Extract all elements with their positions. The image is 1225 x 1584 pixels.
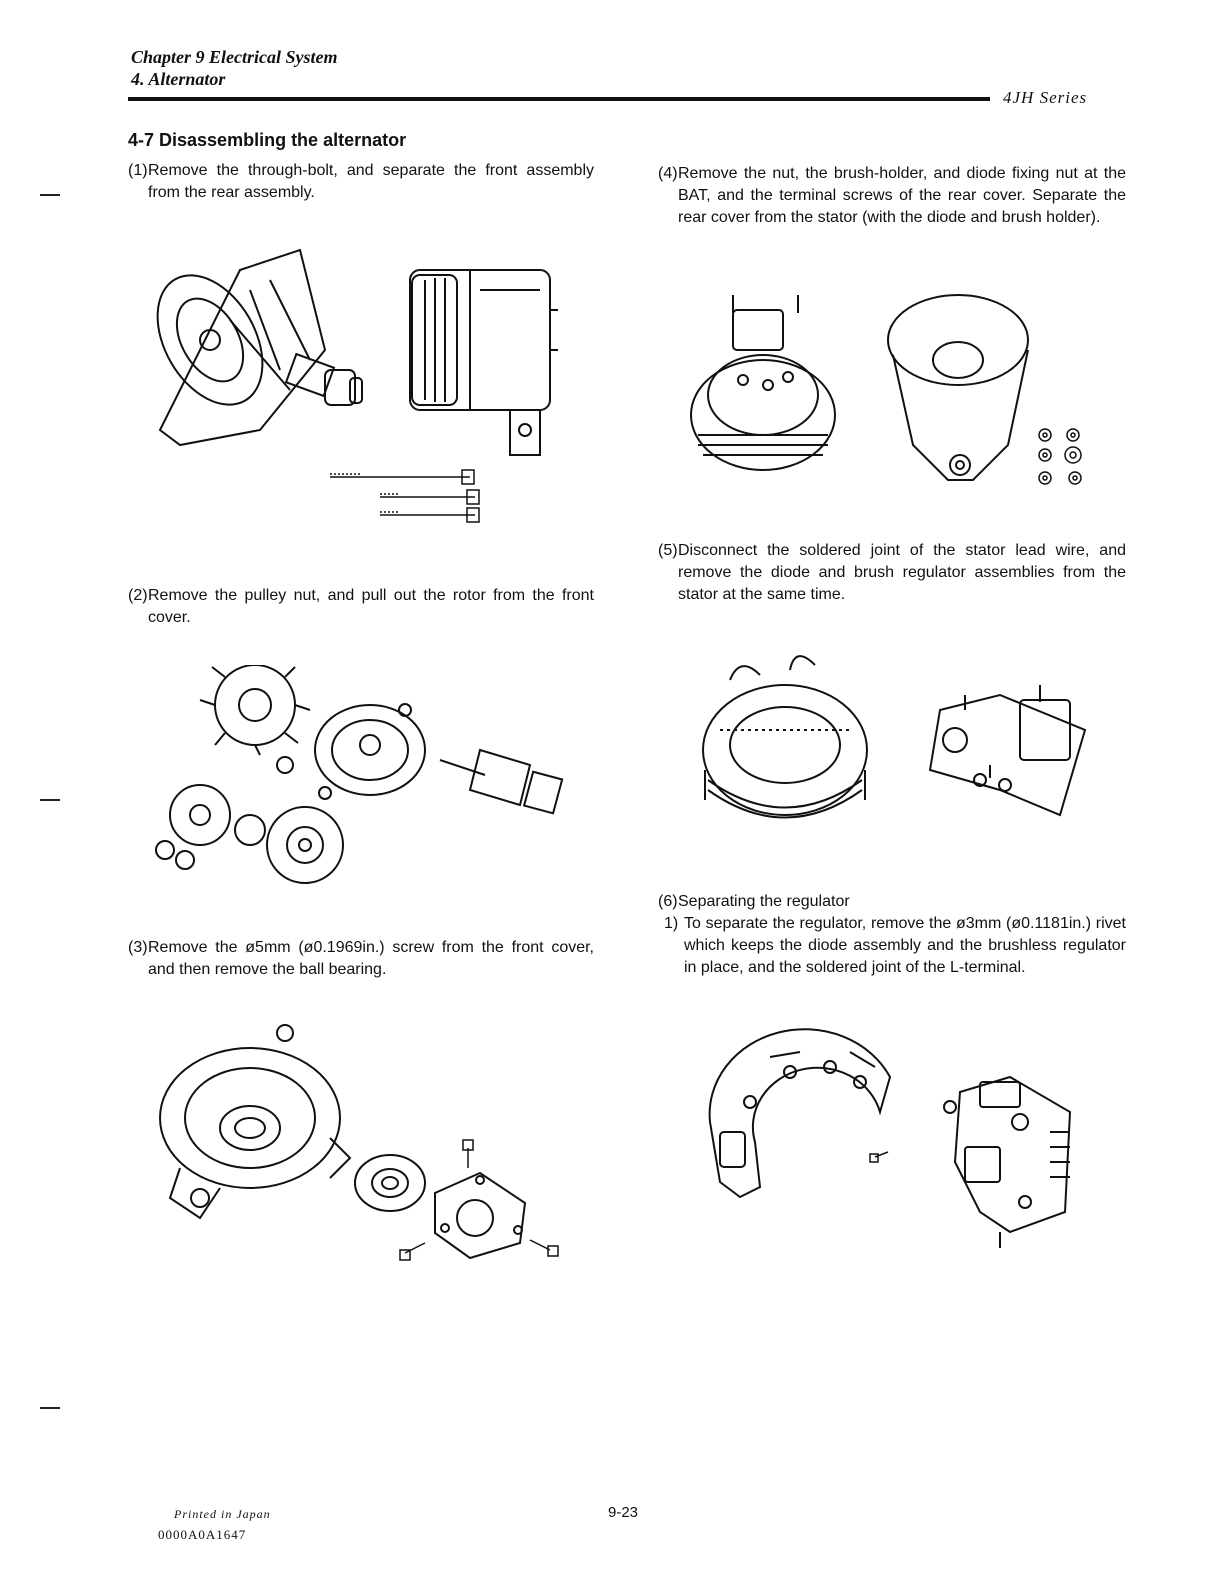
diode-assembly-illustration [710,1029,890,1197]
retainer-plate-illustration [435,1173,525,1258]
stator-illustration [703,656,867,817]
step-2 [128,585,594,629]
diode-regulator-assembly-illustration [930,685,1085,815]
series-label: 4JH Series [1003,88,1088,107]
figure-regulator-separation [700,1022,1100,1252]
page-number: 9-23 [608,1504,639,1521]
fan-illustration [200,665,310,755]
figure-rear-cover-removal [688,285,1098,500]
step-3-number: (3) [128,939,148,956]
step-3-text: Remove the ø5mm (ø0.1969in.) screw from the front cover, and then remove the ball bearing. [148,939,594,978]
front-cover-housing-illustration [160,1025,350,1218]
rear-cover-illustration [888,295,1028,480]
ball-bearing-illustration [355,1155,425,1211]
step-4 [658,163,1126,229]
step-1-number: (1) [128,162,148,179]
stator-with-brush-holder-illustration [691,295,835,470]
section-title: 4-7 Disassembling the alternator [128,130,407,150]
figure-stator-separation [700,650,1100,840]
figure-ball-bearing-removal [150,1018,590,1268]
chapter-title: Chapter 9 Electrical System [131,47,338,67]
rear-assembly-illustration [410,270,558,455]
figure-rotor-removal [150,665,580,895]
step-2-text: Remove the pulley nut, and pull out the rotor from the front cover. [148,587,594,626]
rotor-illustration [277,750,562,813]
step-5-text: Disconnect the soldered joint of the stator lead wire, and remove the diode and brush regulator assemblies from the stator at the same time. [678,542,1126,603]
substep-1-number: 1) [664,915,679,932]
substep-1-text: To separate the regulator, remove the ø3mm (ø0.1181in.) rivet which keeps the diode assembly and the brushless regulator in place, and the soldered joint of the L-terminal. [684,915,1126,976]
step-1-text: Remove the through-bolt, and separate the front assembly from the rear assembly. [148,162,594,201]
regulator-illustration [944,1077,1070,1248]
figure-front-rear-assembly [150,230,570,530]
step-3 [128,937,594,981]
section-subtitle: 4. Alternator [131,69,226,89]
footer-printed-in: Printed in Japan [174,1507,271,1521]
chapter-heading [131,46,338,90]
front-assembly-illustration [150,250,362,445]
binder-mark [40,1407,60,1409]
binder-mark [40,799,60,801]
pulley-and-washers-illustration [156,785,343,883]
footer-document-code: 0000A0A1647 [158,1527,247,1542]
header-rule [128,97,990,101]
front-cover-illustration [315,704,425,799]
rivet-illustration [870,1152,888,1162]
step-2-number: (2) [128,587,148,604]
step-5-number: (5) [658,542,678,559]
step-6-number: (6) [658,893,678,910]
through-bolt-illustrations [330,470,479,522]
step-6-text: Separating the regulator [678,893,850,910]
nuts-illustration [1039,429,1081,484]
step-6 [658,891,1126,913]
step-4-number: (4) [658,165,678,182]
binder-mark [40,194,60,196]
substep-1 [664,913,1126,979]
step-1 [128,160,594,204]
step-4-text: Remove the nut, the brush-holder, and diode fixing nut at the BAT, and the terminal screws of the rear cover. Separate the rear cover from the stator (with the diode and brush holder). [678,165,1126,226]
step-5 [658,540,1126,606]
